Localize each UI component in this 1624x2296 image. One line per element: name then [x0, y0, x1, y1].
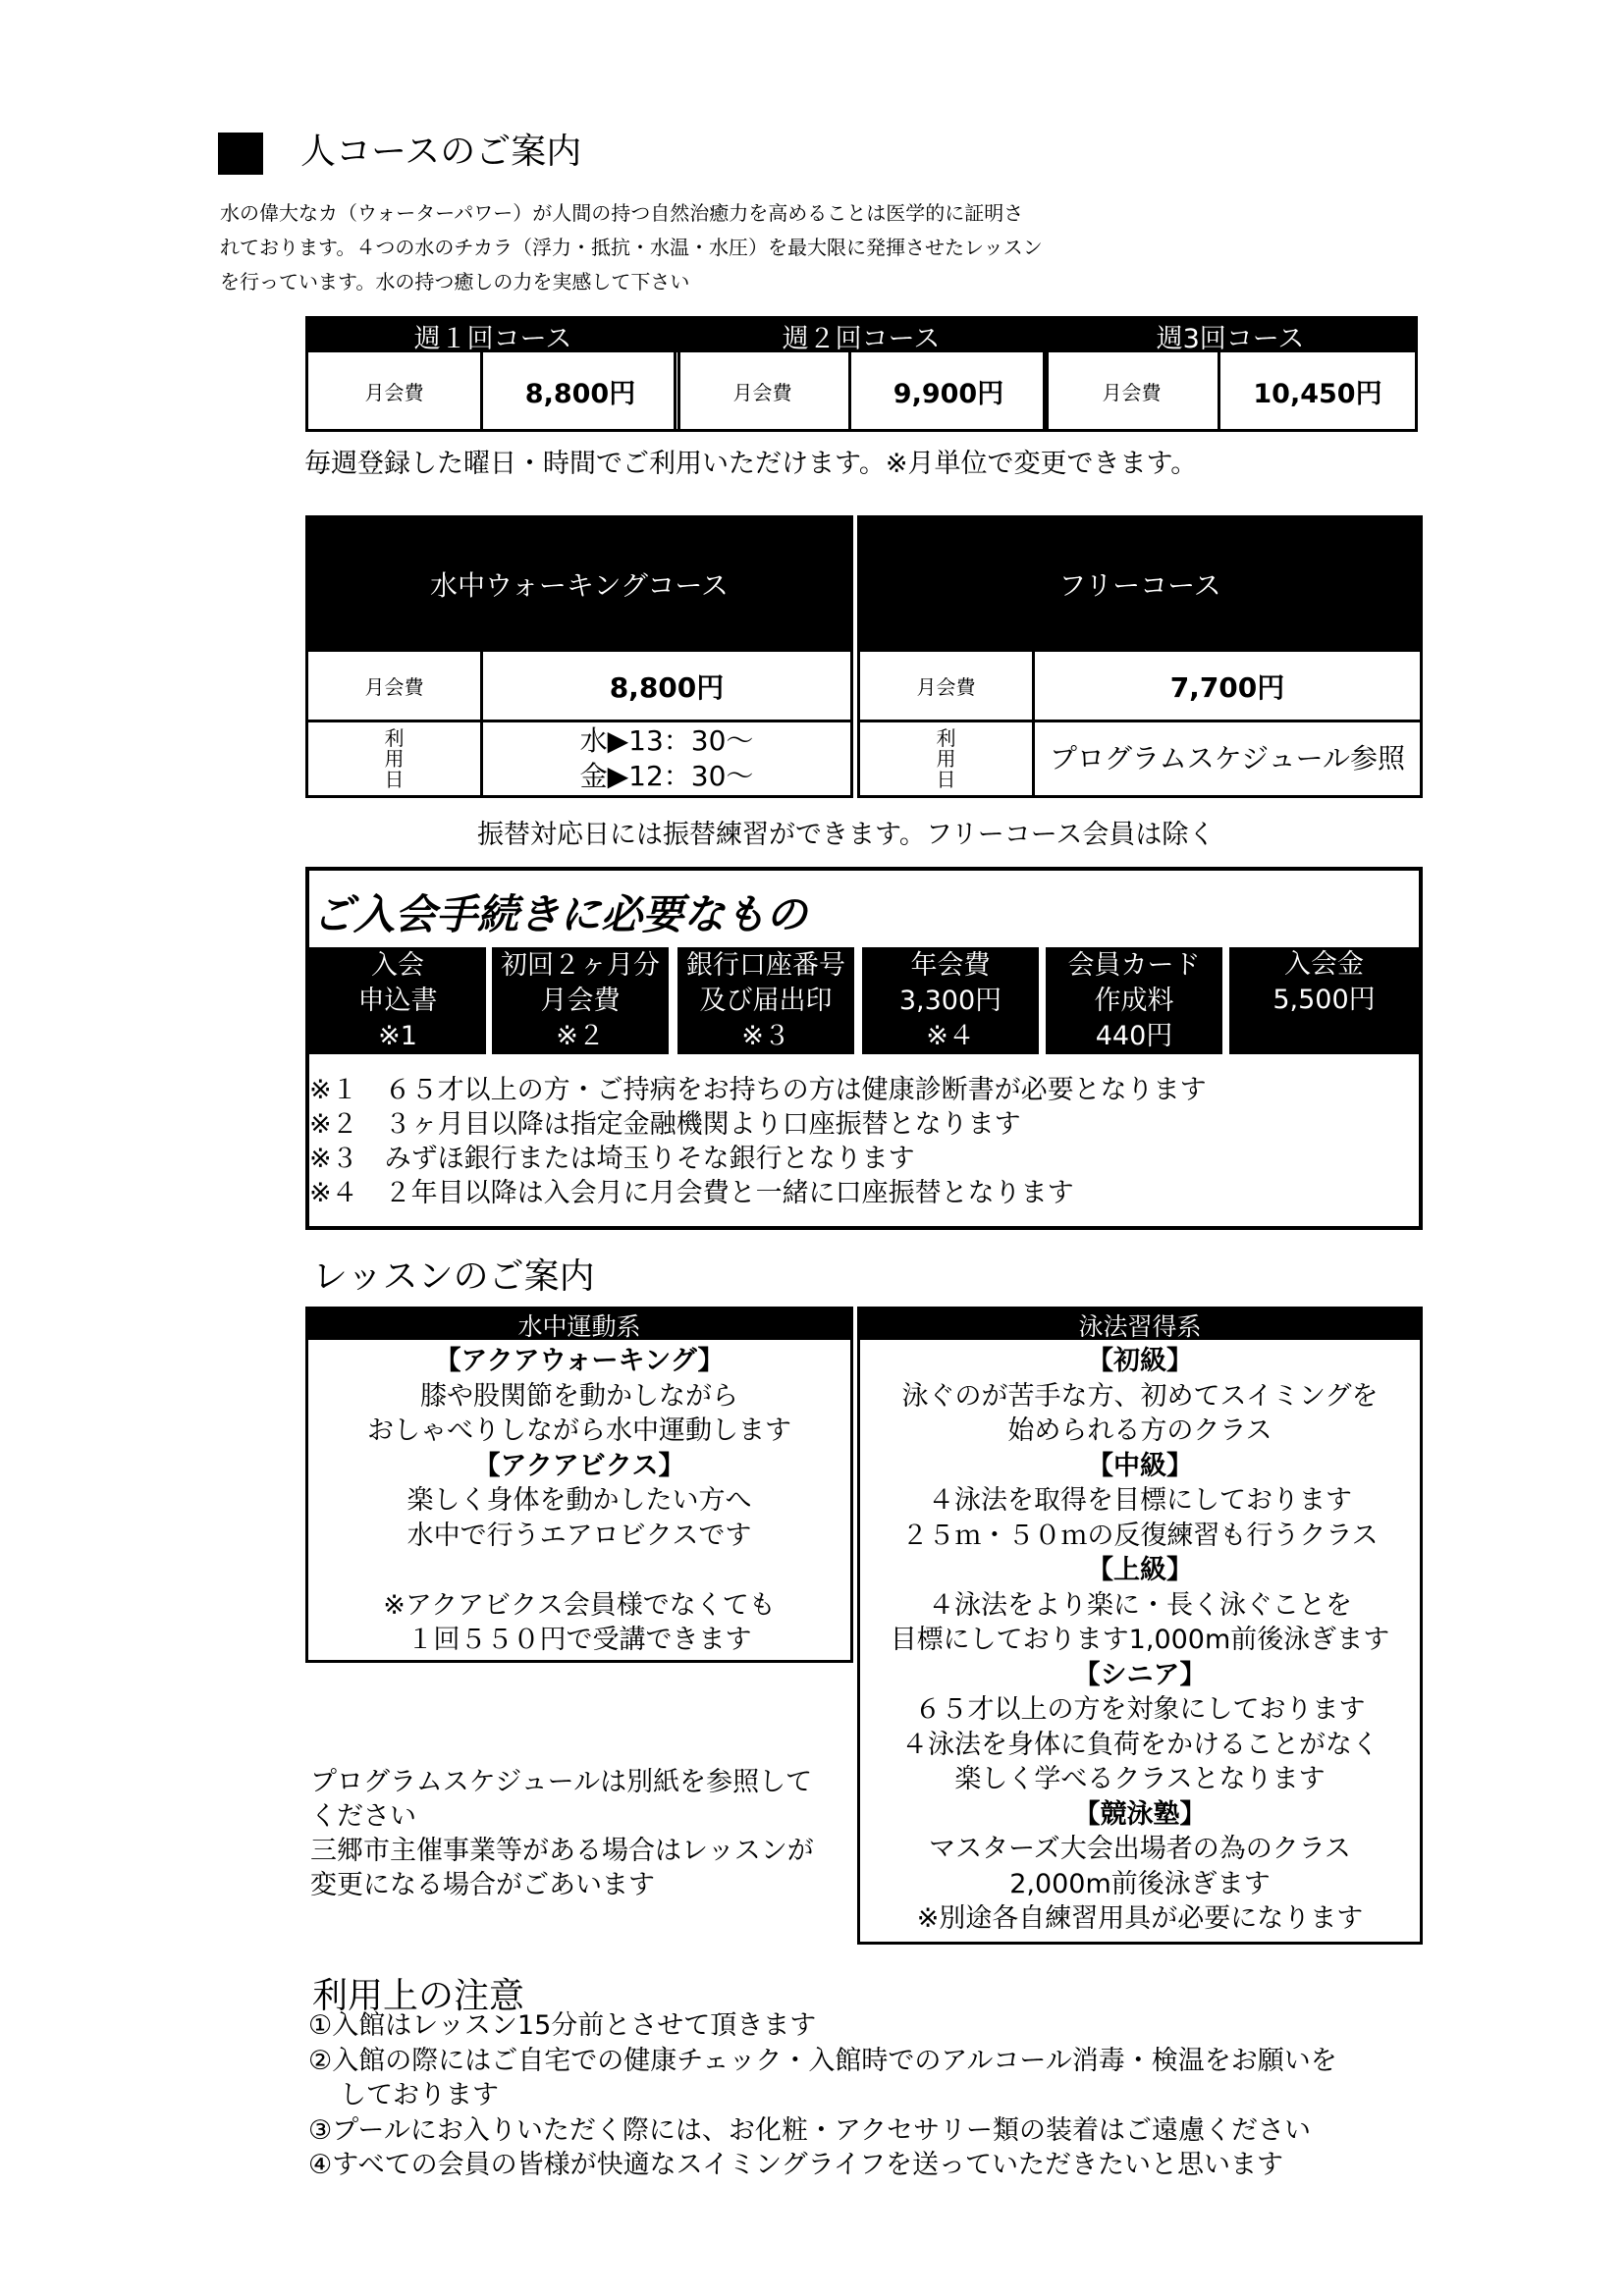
course-note: 振替対応日には振替練習ができます。フリーコース会員は除く [477, 820, 1216, 850]
enroll-item-line: 月会費 [540, 985, 621, 1016]
enroll-note: ※４ ２年目以降は入会月に月会費と一緒に口座振替となります [309, 1178, 1074, 1208]
lesson-description: ４泳法を身体に負荷をかけることがなく [901, 1729, 1379, 1760]
enrollment-box [305, 867, 1423, 1230]
lesson-description: ２５ｍ・５０ｍの反復練習も行うクラス [901, 1520, 1379, 1551]
enroll-item [677, 947, 854, 1054]
enrollment-title: ご入会手続きに必要なもの [312, 890, 808, 938]
enroll-item-line: 5,500円 [1272, 985, 1376, 1015]
enroll-item-line: 3,300円 [898, 985, 1002, 1016]
weekly-course-3 [1043, 316, 1418, 432]
enroll-item-line: 年会費 [910, 949, 991, 981]
lesson-description: 楽しく身体を動かしたい方へ [406, 1485, 752, 1516]
notice-title: 利用上の注意 [312, 1976, 525, 2016]
lesson-class-name: 【上級】 [1087, 1555, 1193, 1585]
fee-label: 月会費 [677, 352, 851, 429]
enroll-item-line: 440円 [1095, 1020, 1173, 1051]
enroll-item [1229, 947, 1419, 1054]
lesson-description: 2,000m前後泳ぎます [1009, 1868, 1271, 1899]
lesson-description: 目標にしております1,000m前後泳ぎます [890, 1625, 1390, 1655]
fee-label: 月会費 [308, 652, 483, 720]
fee-value: 10,450円 [1253, 378, 1382, 409]
weekly-course-2 [674, 316, 1049, 432]
weekly-course-1 [305, 316, 680, 432]
lesson-box-aqua [305, 1307, 853, 1663]
enroll-item-line: 会員カード [1067, 949, 1201, 981]
enroll-note: ※１ ６５才以上の方・ご持病をお持ちの方は健康診断書が必要となります [309, 1075, 1207, 1105]
enroll-item-line: 作成料 [1094, 985, 1174, 1016]
enroll-item-line: 入会 [371, 949, 424, 981]
weekly-note: 毎週登録した曜日・時間でご利用いただけます。※月単位で変更できます。 [304, 449, 1198, 479]
lesson-note-line: 変更になる場合がごあいます [310, 1870, 655, 1900]
course-name: 週3回コース [1046, 319, 1415, 352]
fee-label: 月会費 [860, 652, 1035, 720]
lessons-title: レッスンのご案内 [312, 1256, 595, 1297]
notice-item: ②入館の際にはご自宅での健康チェック・入館時でのアルコール消毒・検温をお願いを [308, 2045, 1337, 2076]
course-name: 水中ウォーキングコース [308, 518, 850, 649]
fee-value: 7,700円 [1169, 670, 1285, 704]
lesson-description: 楽しく学べるクラスとなります [954, 1764, 1326, 1794]
lesson-note [310, 1765, 860, 1902]
lesson-category: 泳法習得系 [860, 1309, 1420, 1340]
lesson-note-line: ください [310, 1801, 416, 1832]
fee-label: 月会費 [308, 352, 483, 429]
page-title-rest: 人コースのご案内 [300, 132, 582, 172]
page-title [257, 129, 582, 176]
notice-list [308, 2008, 1337, 2183]
notice-item: ③プールにお入りいただく際には、お化粧・アクセサリー類の装着はご遠慮ください [308, 2114, 1312, 2146]
enroll-item [862, 947, 1039, 1054]
notice-item: ④すべての会員の皆様が快適なスイミングライフを送っていただきたいと思います [308, 2150, 1283, 2180]
lesson-note-line: プログラムスケジュールは別紙を参照して [310, 1767, 813, 1797]
lesson-description: ４泳法を取得を目標にしております [928, 1485, 1352, 1516]
page-title-first-char: 成 [265, 132, 301, 172]
lesson-class-name: 【アクアウォーキング】 [434, 1346, 725, 1376]
enroll-item-line: ※４ [926, 1020, 975, 1051]
enroll-item-line: ※２ [556, 1020, 605, 1051]
days-value [483, 722, 850, 795]
intro-line: 水の偉大なカ（ウォーターパワー）が人間の持つ自然治癒力を高めることは医学的に証明さ [220, 201, 1024, 225]
lesson-class-name: 【競泳塾】 [1073, 1798, 1207, 1830]
enrollment-notes [309, 1073, 1207, 1210]
lesson-list [860, 1340, 1420, 1937]
lesson-description: １回５５０円で受講できます [406, 1625, 752, 1655]
enroll-item [1046, 947, 1222, 1054]
lesson-list [308, 1340, 850, 1658]
course-name: 週１回コース [308, 319, 677, 352]
notice-item: ①入館はレッスン15分前とさせて頂きます [308, 2010, 817, 2041]
lesson-description: 水中で行うエアロビクスです [406, 1520, 752, 1551]
lesson-class-name: 【アクアビクス】 [473, 1450, 685, 1481]
enroll-item [492, 947, 669, 1054]
lesson-description: ４泳法をより楽に・長く泳ぐことを [928, 1589, 1352, 1621]
day-slot: 水▶13：30～ [579, 724, 754, 757]
enroll-item-line: 申込書 [357, 985, 438, 1016]
lesson-class-name: 【中級】 [1087, 1450, 1193, 1481]
lesson-description: ６５才以上の方を対象にしております [914, 1694, 1366, 1725]
enroll-item [309, 947, 486, 1054]
days-label-char: 利 [384, 725, 405, 750]
days-value: プログラムスケジュール参照 [1049, 742, 1406, 774]
lesson-description: ※別途各自練習用具が必要になります [916, 1903, 1364, 1934]
lesson-description: 始められる方のクラス [1007, 1415, 1272, 1446]
enroll-item-line: 及び届出印 [699, 985, 833, 1016]
enroll-item-line: 銀行口座番号 [686, 949, 845, 981]
enroll-item-line: ※３ [741, 1020, 790, 1051]
enroll-item-line: 初回２ヶ月分 [501, 949, 660, 981]
lesson-description [308, 1553, 850, 1588]
lesson-description: 膝や股関節を動かしながら [420, 1380, 738, 1412]
lesson-box-swim [857, 1307, 1423, 1945]
lesson-class-name: 【シニア】 [1073, 1659, 1207, 1690]
fee-value: 8,800円 [609, 670, 725, 704]
days-label-char: 日 [936, 767, 956, 791]
day-slot: 金▶12：30～ [579, 760, 754, 792]
fee-value: 9,900円 [893, 378, 1004, 409]
lesson-description: ※アクアビクス会員様でなくても [383, 1589, 776, 1621]
lesson-class-name: 【初級】 [1087, 1346, 1193, 1376]
days-label-char: 利 [936, 725, 956, 750]
course-name: フリーコース [860, 518, 1420, 649]
intro-line: を行っています。水の持つ癒しの力を実感して下さい [220, 270, 690, 294]
lesson-description: マスターズ大会出場者の為のクラス [929, 1834, 1351, 1864]
notice-item: しております [340, 2080, 499, 2110]
intro-text [220, 196, 1163, 299]
fee-label: 月会費 [1046, 352, 1220, 429]
enroll-item-line: 入会金 [1284, 949, 1364, 980]
walking-course [305, 515, 853, 798]
enroll-note: ※２ ３ヶ月目以降は指定金融機関より口座振替となります [309, 1109, 1021, 1140]
enroll-note: ※３ みずほ銀行または埼玉りそな銀行となります [309, 1144, 915, 1174]
lesson-description: おしゃべりしながら水中運動します [367, 1415, 791, 1446]
days-label-char: 用 [384, 746, 405, 771]
days-label [860, 722, 1035, 795]
days-label-char: 日 [384, 767, 405, 791]
fee-value: 8,800円 [524, 378, 636, 409]
free-course [857, 515, 1423, 798]
lesson-note-line: 三郷市主催事業等がある場合はレッスンが [310, 1836, 814, 1866]
days-label-char: 用 [936, 746, 956, 771]
days-label [308, 722, 483, 795]
lesson-category: 水中運動系 [308, 1309, 850, 1340]
intro-line: れております。４つの水のチカラ（浮力・抵抗・水温・水圧）を最大限に発揮させたレッスン [220, 236, 1043, 259]
lesson-description: 泳ぐのが苦手な方、初めてスイミングを [901, 1380, 1379, 1412]
course-name: 週２回コース [677, 319, 1046, 352]
enroll-item-line: ※1 [378, 1020, 417, 1051]
